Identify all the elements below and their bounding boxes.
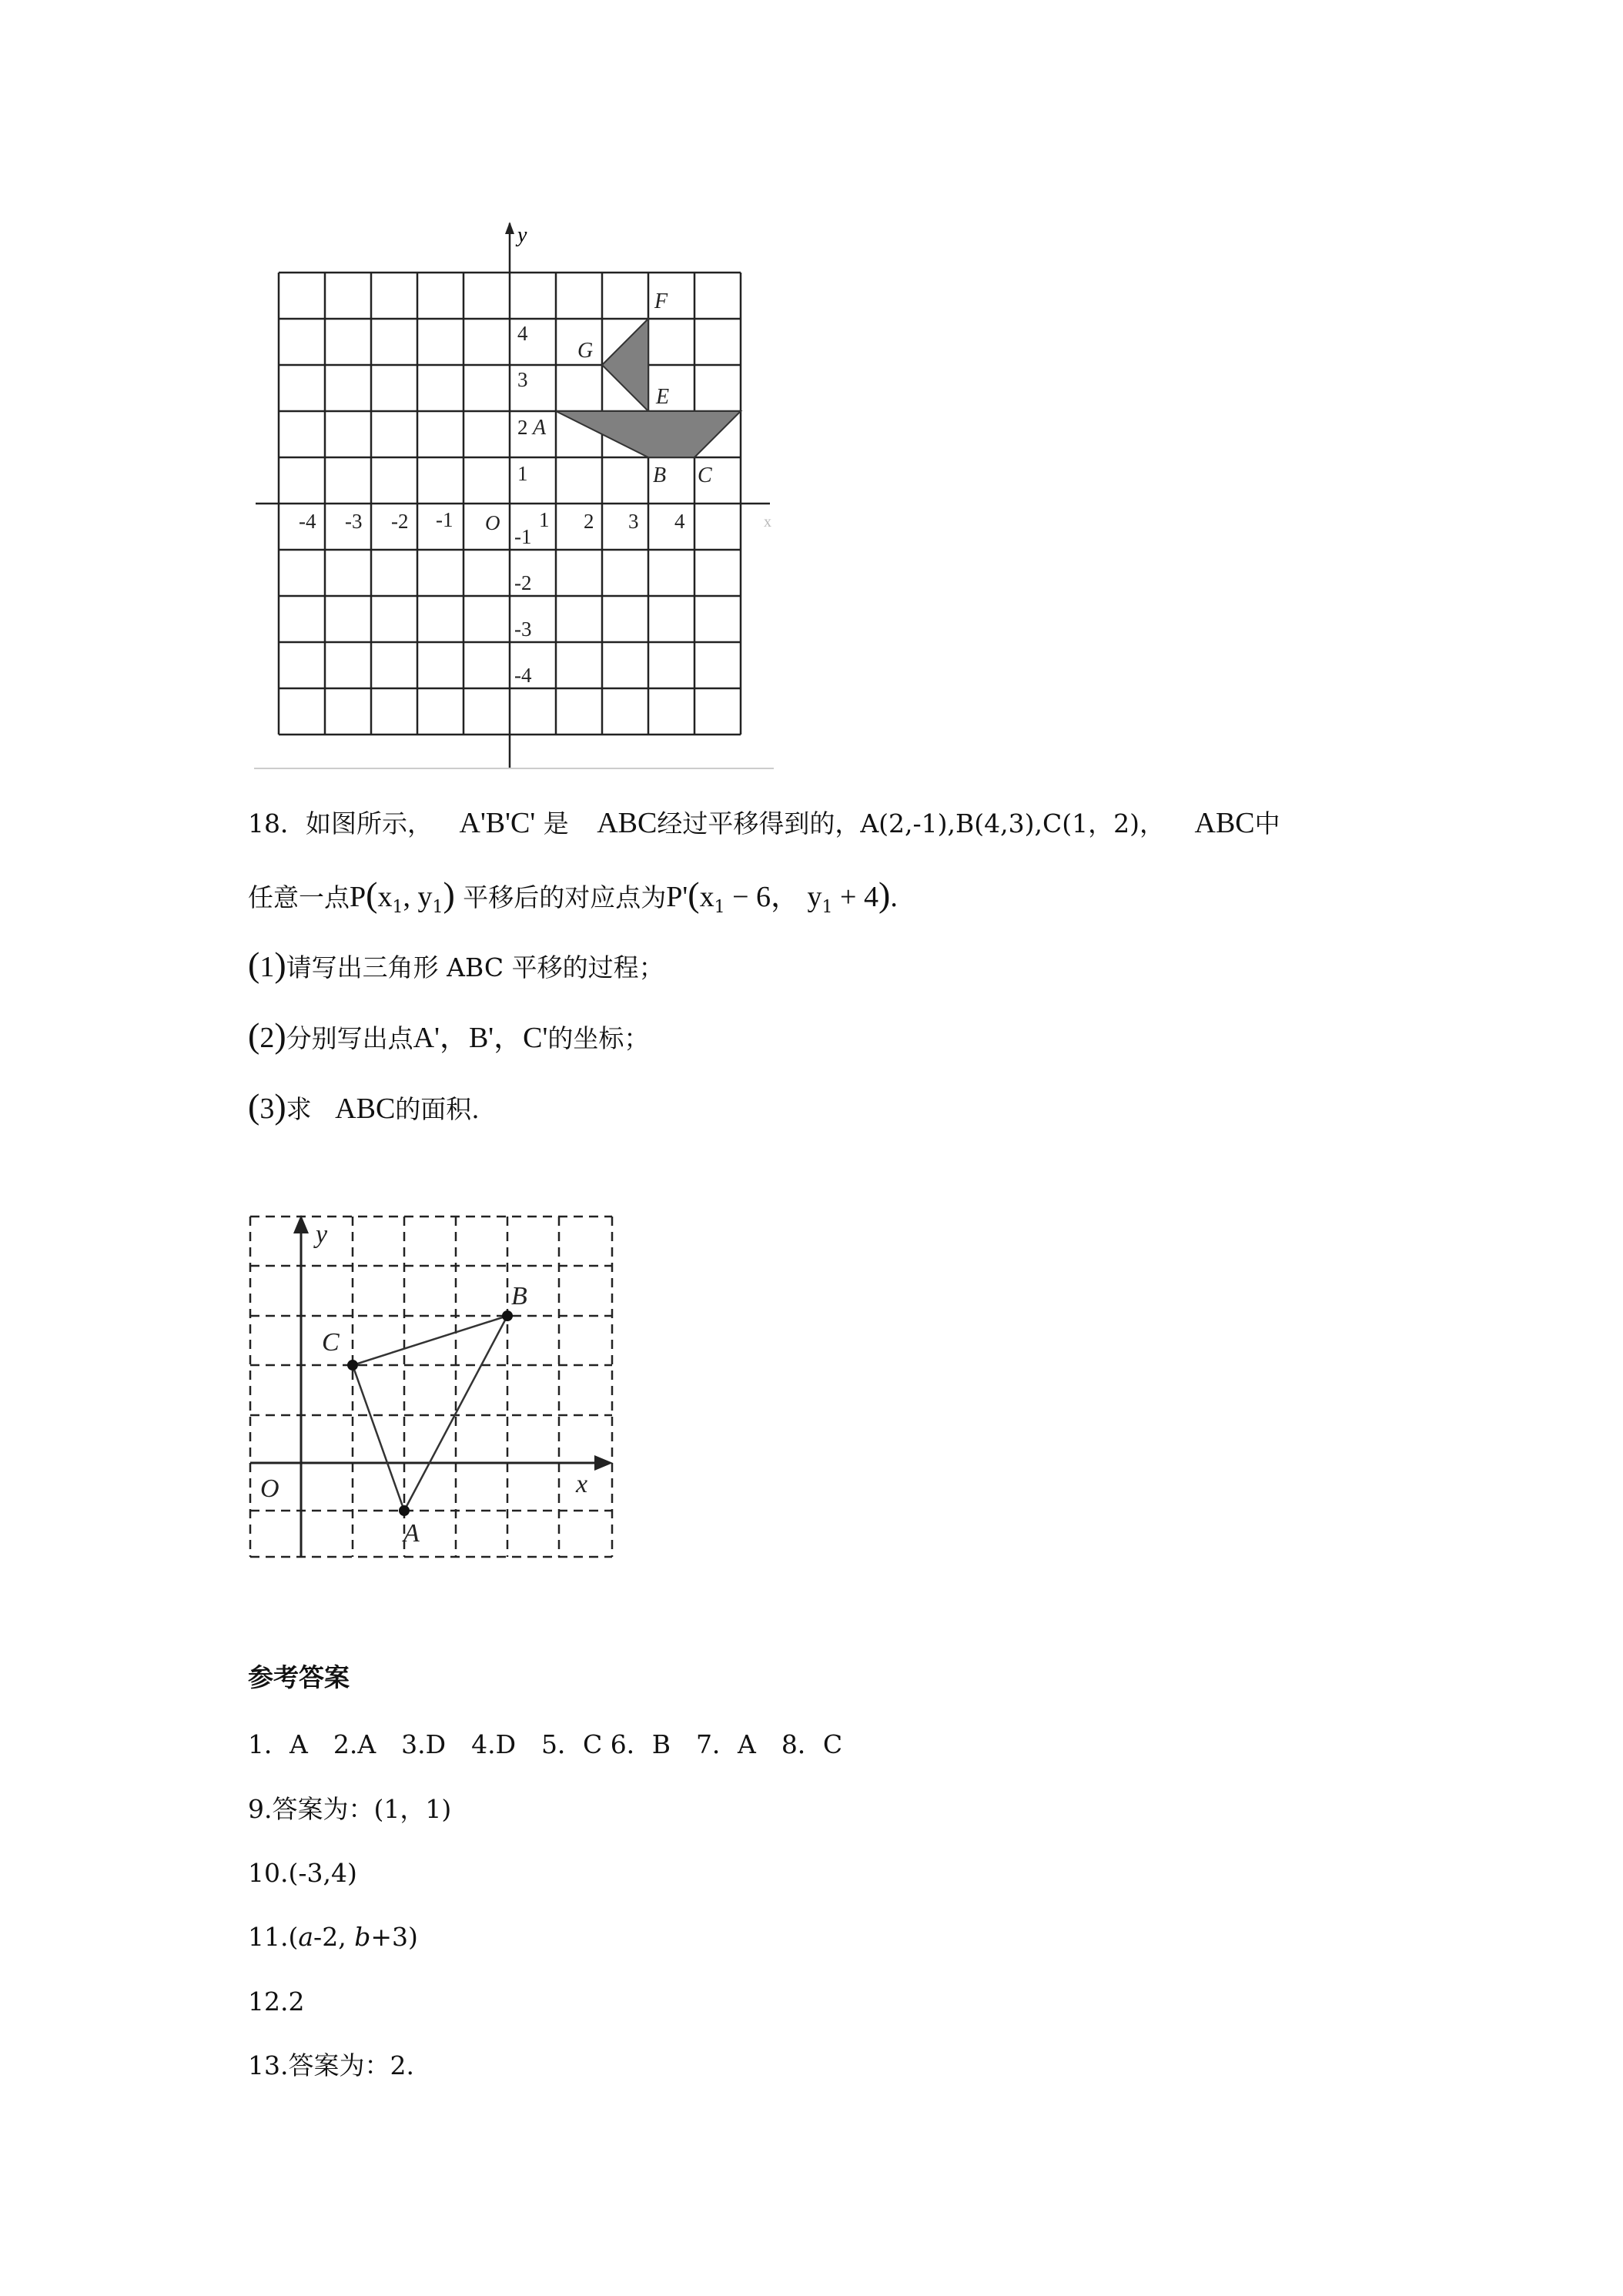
question18-after-translation: 平移后的对应点为 (463, 882, 667, 912)
figure1-point-a-label: A (533, 416, 547, 440)
figure1-x-tick: 4 (674, 510, 685, 533)
figure1-point-b-label: B (653, 464, 667, 487)
figure1-y-tick: -1 (514, 525, 532, 548)
figure1-x-tick: 3 (628, 510, 639, 533)
figure1-y-tick: 1 (517, 462, 528, 485)
answers-line-11-var-b: b (354, 1922, 371, 1952)
figure1-x-tick: -4 (299, 510, 316, 533)
question18-triangle-abc-2: ABC (1194, 807, 1255, 839)
question18-y1-sub-2: 1 (822, 898, 833, 917)
figure2-point-a (399, 1505, 410, 1516)
answers-line-11-c: -2, (313, 1922, 355, 1952)
answers-line-11 (248, 1922, 418, 1953)
question18-sub3-triangle: ABC (335, 1093, 396, 1125)
figure1-x-tick: -1 (436, 508, 453, 531)
question18-line1 (248, 806, 1280, 842)
question18-triangle-abc: ABC (597, 807, 658, 839)
figure1-y-tick: 4 (517, 322, 528, 345)
figure2-label-b: B (511, 1282, 527, 1310)
question18-y1-plus-4: − 6， y (724, 881, 822, 913)
question18-sub1-text: 请写出三角形 ABC 平移的过程； (286, 952, 664, 982)
figure1-point-g-label: G (577, 339, 594, 363)
answers-heading: 参考答案 (248, 1662, 350, 1692)
answers-line-9: 9.答案为：(1，1) (248, 1794, 452, 1824)
question18-sub3-number: 3 (259, 1093, 275, 1125)
figure1-point-e-label: E (656, 385, 670, 409)
figure2-x-label: x (576, 1470, 588, 1498)
figure1-quadrilateral-abc (556, 411, 741, 457)
answers-line-11-e: +3) (370, 1922, 418, 1952)
figure1-coordinate-grid (246, 216, 801, 785)
figure2-label-c: C (322, 1328, 340, 1357)
question18-number: 18．如图所示， (248, 808, 433, 838)
question18-sub1: (1)请写出三角形 ABC 平移的过程； (248, 945, 664, 984)
question18-point-p-prime: P' (666, 881, 688, 913)
question18-sub2-text-c: 的坐标； (547, 1023, 650, 1053)
figure1-point-c-label: C (698, 464, 712, 487)
question18-arbitrary-point: 任意一点 (248, 882, 350, 912)
question18-period: . (890, 881, 898, 913)
figure1-x-tick: -2 (391, 510, 409, 533)
figure1-origin-label: O (485, 511, 500, 534)
figure1-y-tick: 2 (517, 416, 528, 439)
figure1-x-tick: 1 (539, 508, 550, 531)
figure1-point-f-label: F (654, 290, 668, 313)
question18-point-p: P (350, 881, 366, 913)
question18-line2: 任意一点$P(x_1$, $y_1$) 平移后的对应点为$P'(x_1 - 6$， $y_1 + 4$). (248, 875, 898, 917)
figure1-x-tick: -3 (345, 510, 363, 533)
answers-line-10: 10.(-3,4) (248, 1858, 357, 1888)
question18-sub3: (3)求 ABC的面积. (248, 1086, 480, 1126)
figure2-y-label: y (316, 1220, 328, 1249)
figure1-y-tick: 3 (517, 368, 528, 391)
figure2-triangle-abc (353, 1316, 507, 1511)
figure2-coordinate-grid (239, 1197, 624, 1567)
question18-x1: x (377, 881, 393, 913)
question18-is: 是 (543, 808, 569, 838)
question18-coordinates-text: 经过平移得到的，A(2,-1),B(4,3),C(1，2)， (657, 808, 1165, 838)
question18-sub3-text-c: 的面积. (395, 1094, 480, 1124)
figure2-y-arrow (293, 1215, 309, 1233)
answers-line-12: 12.2 (248, 1986, 305, 2017)
question18-zhong: 中 (1254, 808, 1280, 838)
answers-line-11-a: 11.( (248, 1922, 299, 1952)
question18-y1: , y (403, 881, 433, 913)
figure1-y-tick: -2 (514, 571, 532, 594)
question18-sub1-number: 1 (259, 951, 275, 983)
figure2-point-c (347, 1360, 358, 1371)
question18-sub2: (2)分别写出点A'，B'，C'的坐标； (248, 1016, 650, 1055)
answers-line-1-8: 1．A 2.A 3.D 4.D 5．C 6．B 7．A 8．C (248, 1729, 843, 1759)
figure1-x-label: x (764, 514, 771, 530)
figure1-y-tick: -3 (514, 618, 532, 641)
figure2-point-b (502, 1310, 513, 1321)
figure2-label-a: A (403, 1519, 420, 1548)
question18-sub2-text-a: 分别写出点 (286, 1023, 413, 1053)
question18-triangle-prime: A'B'C' (459, 807, 536, 839)
question18-y1-sub: 1 (432, 898, 443, 917)
figure2-x-arrow (594, 1455, 613, 1471)
figure1-x-tick: 2 (584, 510, 594, 533)
answers-line-11-var-a: a (298, 1922, 314, 1952)
answers-line-13: 13.答案为：2. (248, 2050, 414, 2080)
question18-sub2-points: A'，B'，C' (413, 1022, 548, 1054)
question18-x1-minus-6: x (699, 881, 714, 913)
figure1-y-arrow (505, 222, 514, 234)
question18-plus-4: + 4 (832, 881, 878, 913)
question18-sub3-text-a: 求 (286, 1094, 312, 1124)
question18-x1-sub-2: 1 (714, 898, 725, 917)
question18-sub2-number: 2 (259, 1022, 275, 1054)
figure1-y-label: y (517, 223, 527, 247)
figure1-triangle-efg (602, 319, 648, 411)
figure2-origin-label: O (260, 1474, 279, 1503)
figure1-y-tick: -4 (514, 664, 532, 687)
question18-x1-sub: 1 (392, 898, 403, 917)
